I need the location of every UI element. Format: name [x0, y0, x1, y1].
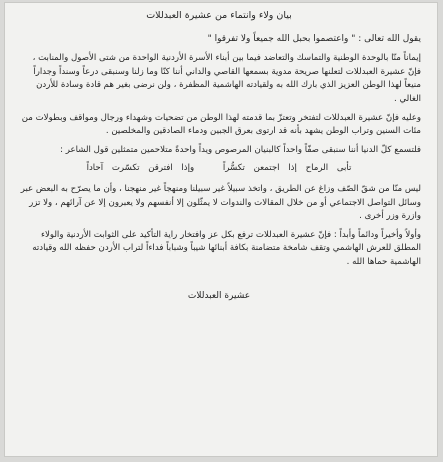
- statement-document: [5, 3, 437, 303]
- paragraph-unity: إيماناً منّا بالوحدة الوطنية والتماسك والتعاضد فيما بين أبناء الأسرة الأردنية الواحدة من شتى الأصول والمنابت ، فإنّ عشيرة العبدللات لتعلنها صريحة مدوية بسمعها القاصي والداني أننا كنّا وما زلنا وسنبقى درعاً وسنداً وجداراً منيعاً لهذا الوطن العزيز الذي بارك الله به ولقيادته الهاشمية المظفرة ، ولن نرضى بغير هم قادة وسادة للأردن الغالي .: [32, 53, 421, 104]
- paragraph-not-of-us: ليس منّا من شقّ الصّف وزاغ عن الطريق ، واتخذ سبيلاً غير سبيلنا ومنهجاً غير منهجنا ، وأن ما يصرّح به البعض عبر وسائل التواصل الاجتماعي أو من خلال المقالات والندوات لا يمثّلون إلا أنفسهم ولا يعبرون إلا عن آرائهم ، ولا تزر وازرة وزر أخرى .: [20, 183, 421, 222]
- signature: عشيرة العبدللات: [187, 290, 251, 301]
- quran-quote: يقول الله تعالى : " واعتصموا بحبل الله جميعاً ولا تفرقوا ": [207, 33, 421, 44]
- verse-second-hemistich: وإذا افترقن تكسّرت آحاداً: [86, 163, 195, 174]
- paragraph-one-rank: فلتسمع كلّ الدنيا أننا سنبقى صفّاً واحداً كالبنيان المرصوص ويداً واحدةً متلاحمين متمثلين قول الشاعر :: [60, 144, 421, 155]
- verse-first-hemistich: تأبى الرماح إذا اجتمعن تكسُّراً: [222, 163, 352, 174]
- document-title: بيان ولاء وانتماء من عشيرة العبدللات: [146, 10, 292, 21]
- paragraph-loyalty: وأولاً وأخيراً ودائماً وأبداً : فإنّ عشيرة العبدللات ترفع بكل عز وافتخار راية التأكيد على الثوابت الأردنية والولاء المطلق للعرش الهاشمي وتقف شامخة متضامنة بكافة أبنائها شيباً وشباباً فداءاً لتراب الأردن حفظه الله وقيادته الهاشمية حماها الله .: [32, 229, 421, 267]
- document-sheet: [4, 2, 438, 457]
- paragraph-sacrifices: وعليه فإنّ عشيرة العبدللات لتفتخر وتعتزّ بما قدمته لهذا الوطن من تضحيات وشهداء ورجال ومواقف وبطولات من مئات السنين وتراب الوطن يشهد بأنه قد ارتوى بعرق الجبين ودماء الصادقين والمخلصين .: [21, 112, 421, 137]
- poem-verse: [17, 162, 421, 176]
